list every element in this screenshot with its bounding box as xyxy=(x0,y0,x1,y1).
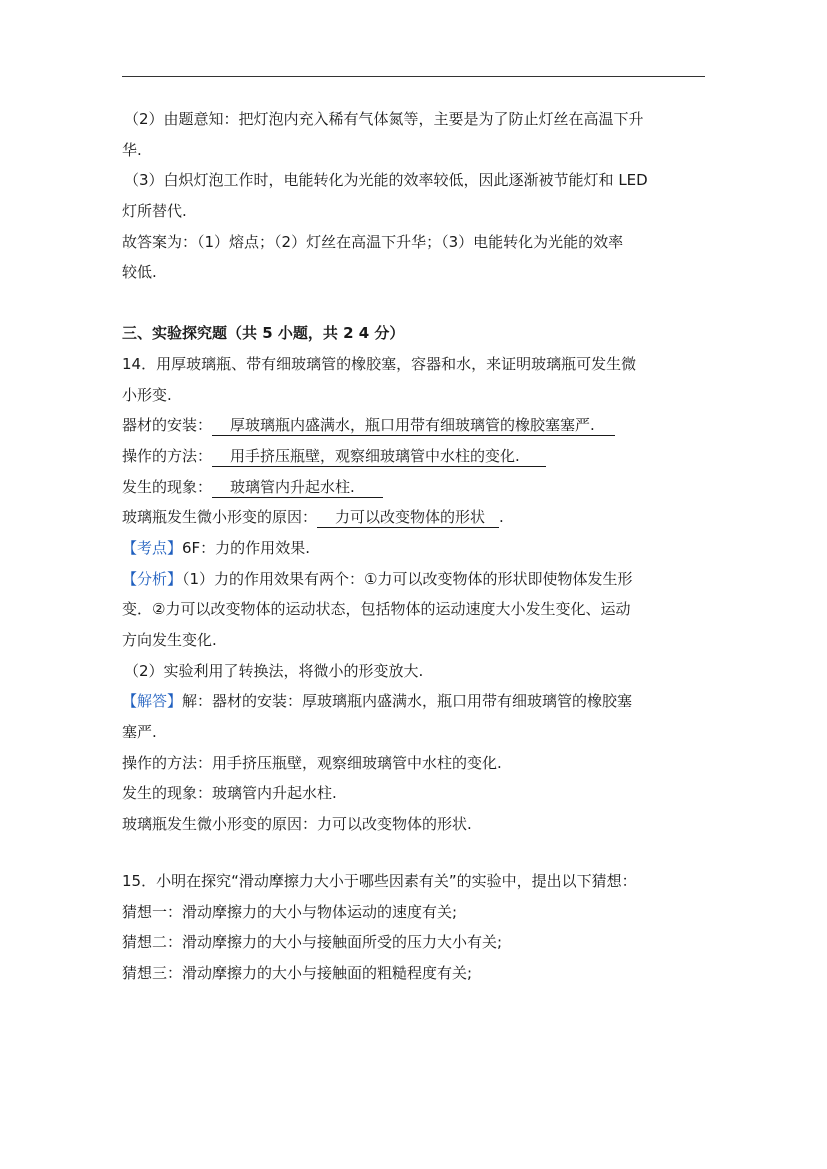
kaodian-row xyxy=(122,533,712,564)
method-answer: 用手挤压瓶壁，观察细玻璃管中水柱的变化. xyxy=(212,447,546,467)
text-line: （3）白炽灯泡工作时，电能转化为光能的效率较低，因此逐渐被节能灯和 LED xyxy=(124,171,648,190)
reason-end: . xyxy=(499,508,504,527)
text-line: （2）由题意知：把灯泡内充入稀有气体氮等，主要是为了防止灯丝在高温下升 xyxy=(124,110,644,128)
method-row xyxy=(122,441,712,472)
guess-line: 猜想一：滑动摩擦力的大小与物体运动的速度有关; xyxy=(122,902,458,921)
text-line: 方向发生变化. xyxy=(122,631,217,649)
kaodian-text: 6F：力的作用效果. xyxy=(182,538,310,557)
install-row xyxy=(122,410,712,441)
guess-line: 猜想二：滑动摩擦力的大小与接触面所受的压力大小有关; xyxy=(122,933,503,952)
install-label: 器材的安装： xyxy=(122,416,213,435)
text-line: 变．②力可以改变物体的运动状态，包括物体的运动速度大小发生变化、运动 xyxy=(122,600,631,619)
reason-row xyxy=(122,502,712,533)
text-line: 玻璃瓶发生微小形变的原因：力可以改变物体的形状. xyxy=(122,815,472,834)
jieda-text: 解：器材的安装：厚玻璃瓶内盛满水，瓶口用带有细玻璃管的橡胶塞 xyxy=(182,692,633,711)
fenxi-row xyxy=(122,564,712,595)
question-stem: 小形变. xyxy=(122,385,172,404)
text-line: 较低. xyxy=(122,263,157,282)
reason-label: 玻璃瓶发生微小形变的原因： xyxy=(122,508,318,527)
guess-line: 猜想三：滑动摩擦力的大小与接触面的粗糙程度有关; xyxy=(122,963,473,982)
jieda-row xyxy=(122,686,712,717)
text-line: 故答案为：（1）熔点；（2）灯丝在高温下升华；（3）电能转化为光能的效率 xyxy=(122,232,624,251)
question-stem: 15．小明在探究“滑动摩擦力大小于哪些因素有关”的实验中，提出以下猜想： xyxy=(122,871,637,890)
phenomenon-label: 发生的现象： xyxy=(122,477,213,496)
phenomenon-answer: 玻璃管内升起水柱. xyxy=(212,478,383,498)
fenxi-text: （1）力的作用效果有两个：①力可以改变物体的形状即使物体发生形 xyxy=(182,569,633,588)
text-line: 发生的现象：玻璃管内升起水柱. xyxy=(122,784,337,803)
install-answer: 厚玻璃瓶内盛满水，瓶口用带有细玻璃管的橡胶塞塞严. xyxy=(212,416,615,436)
header-rule xyxy=(122,76,705,77)
text-line: 华. xyxy=(122,140,142,159)
jieda-tag: 【解答】 xyxy=(122,692,183,711)
spacer xyxy=(122,288,712,318)
text-line: （2）实验利用了转换法，将微小的形变放大. xyxy=(124,661,424,680)
text-line: 操作的方法：用手挤压瓶壁，观察细玻璃管中水柱的变化. xyxy=(122,753,502,772)
question-stem: 14．用厚玻璃瓶、带有细玻璃管的橡胶塞，容器和水，来证明玻璃瓶可发生微 xyxy=(122,354,637,373)
text-line: 塞严. xyxy=(122,723,157,742)
spacer xyxy=(122,840,712,866)
reason-answer: 力可以改变物体的形状 xyxy=(317,508,499,528)
phenomenon-row xyxy=(122,472,712,503)
kaodian-tag: 【考点】 xyxy=(122,538,183,557)
document-body xyxy=(122,104,712,989)
section-heading: 三、实验探究题（共 5 小题，共 2 4 分） xyxy=(122,324,405,343)
text-line: 灯所替代. xyxy=(122,202,187,221)
method-label: 操作的方法： xyxy=(122,446,213,465)
fenxi-tag: 【分析】 xyxy=(122,569,183,588)
